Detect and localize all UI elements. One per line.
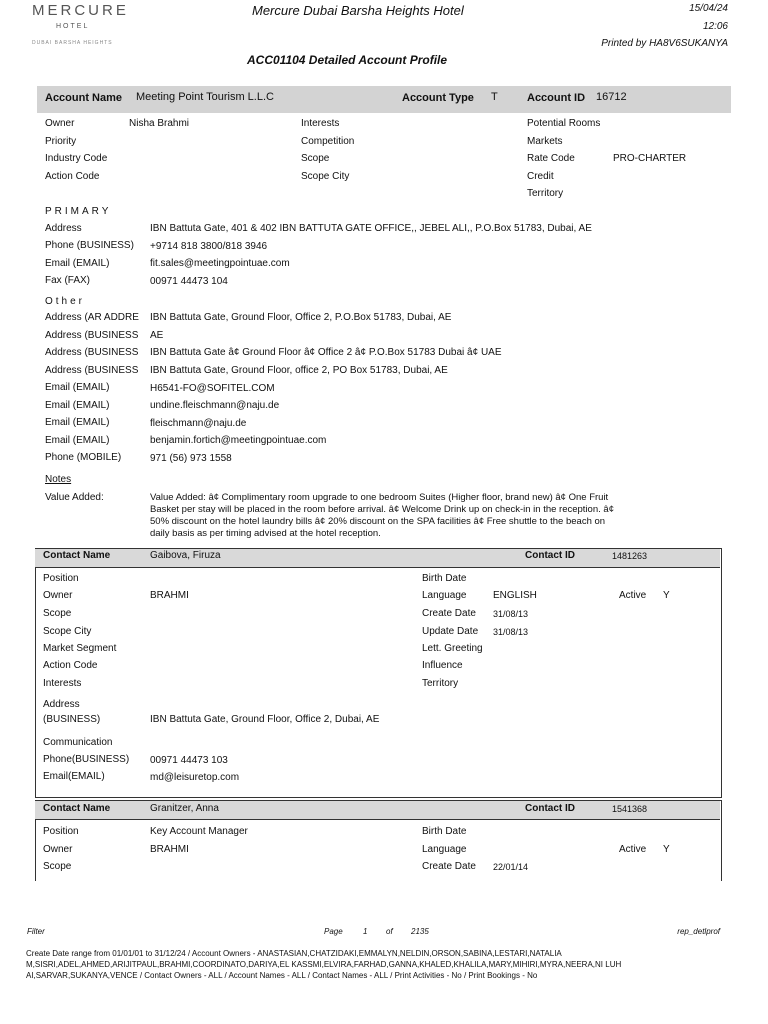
primary-fax-value: 00971 44473 104: [150, 276, 228, 287]
primary-heading: PRIMARY: [45, 206, 112, 217]
contact-id: 1541368: [612, 804, 648, 814]
hotel-logo-wordmark: MERCURE: [32, 2, 129, 19]
value-added-text: [150, 492, 650, 540]
other-label: Phone (MOBILE): [45, 452, 122, 463]
report-title: ACC01104 Detailed Account Profile: [247, 53, 448, 67]
other-value: 971 (56) 973 1558: [150, 453, 232, 464]
action-code-label: Action Code: [43, 660, 98, 671]
note-line: Value Added: â¢ Complimentary room upgrade to one bedroom Suites (Higher floor, brand new) â¢ One Fruit: [150, 492, 609, 503]
active-value: Y: [663, 844, 670, 855]
priority-label: Priority: [45, 136, 77, 147]
owner-value: BRAHMI: [150, 590, 189, 601]
account-type-label: Account Type: [402, 92, 474, 104]
position-label: Position: [43, 826, 79, 837]
primary-email-value: fit.sales@meetingpointuae.com: [150, 258, 290, 269]
other-label: Address (AR ADDRE: [45, 312, 139, 323]
primary-email-label: Email (EMAIL): [45, 258, 110, 269]
influence-label: Influence: [422, 660, 463, 671]
territory-label: Territory: [527, 188, 564, 199]
create-date-label: Create Date: [422, 861, 476, 872]
create-date-label: Create Date: [422, 608, 476, 619]
rate-code-label: Rate Code: [527, 153, 575, 164]
hotel-logo-location: DUBAI BARSHA HEIGHTS: [32, 40, 113, 46]
hotel-logo-subtext: HOTEL: [56, 23, 90, 30]
lett-greeting-label: Lett. Greeting: [422, 643, 483, 654]
active-label: Active: [619, 590, 647, 601]
language-label: Language: [422, 844, 467, 855]
contact-id-label: Contact ID: [525, 803, 575, 814]
address-type-label: (BUSINESS): [43, 714, 101, 725]
address-value: IBN Battuta Gate, Ground Floor, Office 2, Dubai, AE: [150, 714, 380, 725]
other-label: Address (BUSINESS: [45, 365, 139, 376]
account-name-label: Account Name: [45, 92, 123, 104]
scope-city-label: Scope City: [43, 626, 92, 637]
rate-code-value: PRO-CHARTER: [613, 153, 687, 164]
territory-label: Territory: [422, 678, 459, 689]
other-value: fleischmann@naju.de: [150, 418, 247, 429]
language-label: Language: [422, 590, 467, 601]
email-label: Email(EMAIL): [43, 771, 105, 782]
other-value: benjamin.fortich@meetingpointuae.com: [150, 435, 327, 446]
print-date: 15/04/24: [689, 3, 728, 14]
other-value: AE: [150, 330, 164, 341]
contact-id: 1481263: [612, 551, 648, 561]
update-date-value: 31/08/13: [493, 627, 529, 637]
account-name: Meeting Point Tourism L.L.C: [136, 91, 274, 103]
note-line: 50% discount on the hotel laundry bills â¢ 20% discount on the SPA facilities â¢ Free shuttle to the beach on: [150, 516, 606, 527]
filter-line: M,SISRI,ADEL,AHMED,ARIJITPAUL,BRAHMI,COORDINATO,DARIYA,EL KASSMI,ELVIRA,FARHAD,GANNA,KHALED,KHALILA,MARY,MIHIRI,MYRA,NEERA,NI LUH: [26, 960, 622, 969]
account-id-label: Account ID: [527, 92, 586, 104]
update-date-label: Update Date: [422, 626, 479, 637]
active-value: Y: [663, 590, 670, 601]
industry-code-label: Industry Code: [45, 153, 108, 164]
notes-heading: Notes: [45, 474, 72, 485]
other-label: Email (EMAIL): [45, 417, 110, 428]
position-label: Position: [43, 573, 79, 584]
page-label: Page: [324, 927, 343, 936]
primary-phone-label: Phone (BUSINESS): [45, 240, 134, 251]
markets-label: Markets: [527, 136, 563, 147]
other-label: Email (EMAIL): [45, 435, 110, 446]
email-value: md@leisuretop.com: [150, 772, 240, 783]
create-date-value: 31/08/13: [493, 609, 529, 619]
active-label: Active: [619, 844, 647, 855]
create-date-value: 22/01/14: [493, 862, 529, 872]
contact-card: [35, 548, 722, 798]
page-of-label: of: [386, 927, 393, 936]
primary-phone-value: +9714 818 3800/818 3946: [150, 241, 268, 252]
interests-label: Interests: [43, 678, 82, 689]
contact-name: Granitzer, Anna: [150, 803, 219, 814]
scope-city-label: Scope City: [301, 171, 350, 182]
birth-date-label: Birth Date: [422, 573, 467, 584]
value-added-label: Value Added:: [45, 492, 104, 503]
print-time: 12:06: [702, 21, 728, 32]
filter-label: Filter: [27, 927, 45, 936]
other-value: IBN Battuta Gate â¢ Ground Floor â¢ Office 2 â¢ P.O.Box 51783 Dubai â¢ UAE: [150, 347, 502, 358]
owner-label: Owner: [43, 590, 73, 601]
owner-label: Owner: [45, 118, 75, 129]
other-label: Address (BUSINESS: [45, 330, 139, 341]
position-value: Key Account Manager: [150, 826, 248, 837]
communication-label: Communication: [43, 737, 113, 748]
filter-line: Create Date range from 01/01/01 to 31/12/24 / Account Owners - ANASTASIAN,CHATZIDAKI,EMMALYN,NELDIN,ORSON,SABINA,LESTARI,NATALIA: [26, 949, 562, 958]
scope-label: Scope: [43, 861, 72, 872]
interests-label: Interests: [301, 118, 340, 129]
other-value: undine.fleischmann@naju.de: [150, 400, 280, 411]
page-number: 1: [363, 927, 368, 936]
owner-value: Nisha Brahmi: [129, 118, 190, 129]
other-value: IBN Battuta Gate, Ground Floor, Office 2, P.O.Box 51783, Dubai, AE: [150, 312, 452, 323]
other-label: Email (EMAIL): [45, 382, 110, 393]
scope-label: Scope: [301, 153, 330, 164]
note-line: Basket per stay will be placed in the room before arrival. â¢ Welcome Drink up on check-in in the reception. â¢: [150, 504, 614, 515]
market-segment-label: Market Segment: [43, 643, 117, 654]
language-value: ENGLISH: [493, 590, 537, 601]
total-pages: 2135: [411, 927, 429, 936]
filter-line: AI,SARVAR,SUKANYA,VENCE / Contact Owners - ALL / Account Names - ALL / Contact Names - ALL / Print Activities - No / Print Bookings - No: [26, 971, 538, 980]
phone-business-value: 00971 44473 103: [150, 755, 228, 766]
competition-label: Competition: [301, 136, 355, 147]
address-label: Address: [43, 699, 80, 710]
other-label: Address (BUSINESS: [45, 347, 139, 358]
other-value: IBN Battuta Gate, Ground Floor, office 2, PO Box 51783, Dubai, AE: [150, 365, 448, 376]
account-id: 16712: [596, 91, 627, 103]
contact-name-label: Contact Name: [43, 803, 111, 814]
contact-name: Gaibova, Firuza: [150, 550, 221, 561]
potential-rooms-label: Potential Rooms: [527, 118, 601, 129]
report-code: rep_detlprof: [677, 927, 720, 936]
other-value: H6541-FO@SOFITEL.COM: [150, 383, 275, 394]
birth-date-label: Birth Date: [422, 826, 467, 837]
owner-label: Owner: [43, 844, 73, 855]
owner-value: BRAHMI: [150, 844, 189, 855]
other-heading: Other: [45, 296, 86, 307]
account-type: T: [491, 91, 498, 103]
note-line: daily basis as per timing advised at the hotel reception.: [150, 528, 381, 539]
contact-name-label: Contact Name: [43, 550, 111, 561]
other-label: Email (EMAIL): [45, 400, 110, 411]
scope-label: Scope: [43, 608, 72, 619]
action-code-label: Action Code: [45, 171, 100, 182]
contact-id-label: Contact ID: [525, 550, 575, 561]
hotel-name: Mercure Dubai Barsha Heights Hotel: [252, 3, 464, 18]
primary-address-label: Address: [45, 223, 82, 234]
primary-address-value: IBN Battuta Gate, 401 & 402 IBN BATTUTA GATE OFFICE,, JEBEL ALI,, P.O.Box 51783, Dubai, AE: [150, 223, 592, 234]
printed-by: Printed by HA8V6SUKANYA: [601, 38, 728, 49]
primary-fax-label: Fax (FAX): [45, 275, 91, 286]
phone-business-label: Phone(BUSINESS): [43, 754, 130, 765]
credit-label: Credit: [527, 171, 554, 182]
